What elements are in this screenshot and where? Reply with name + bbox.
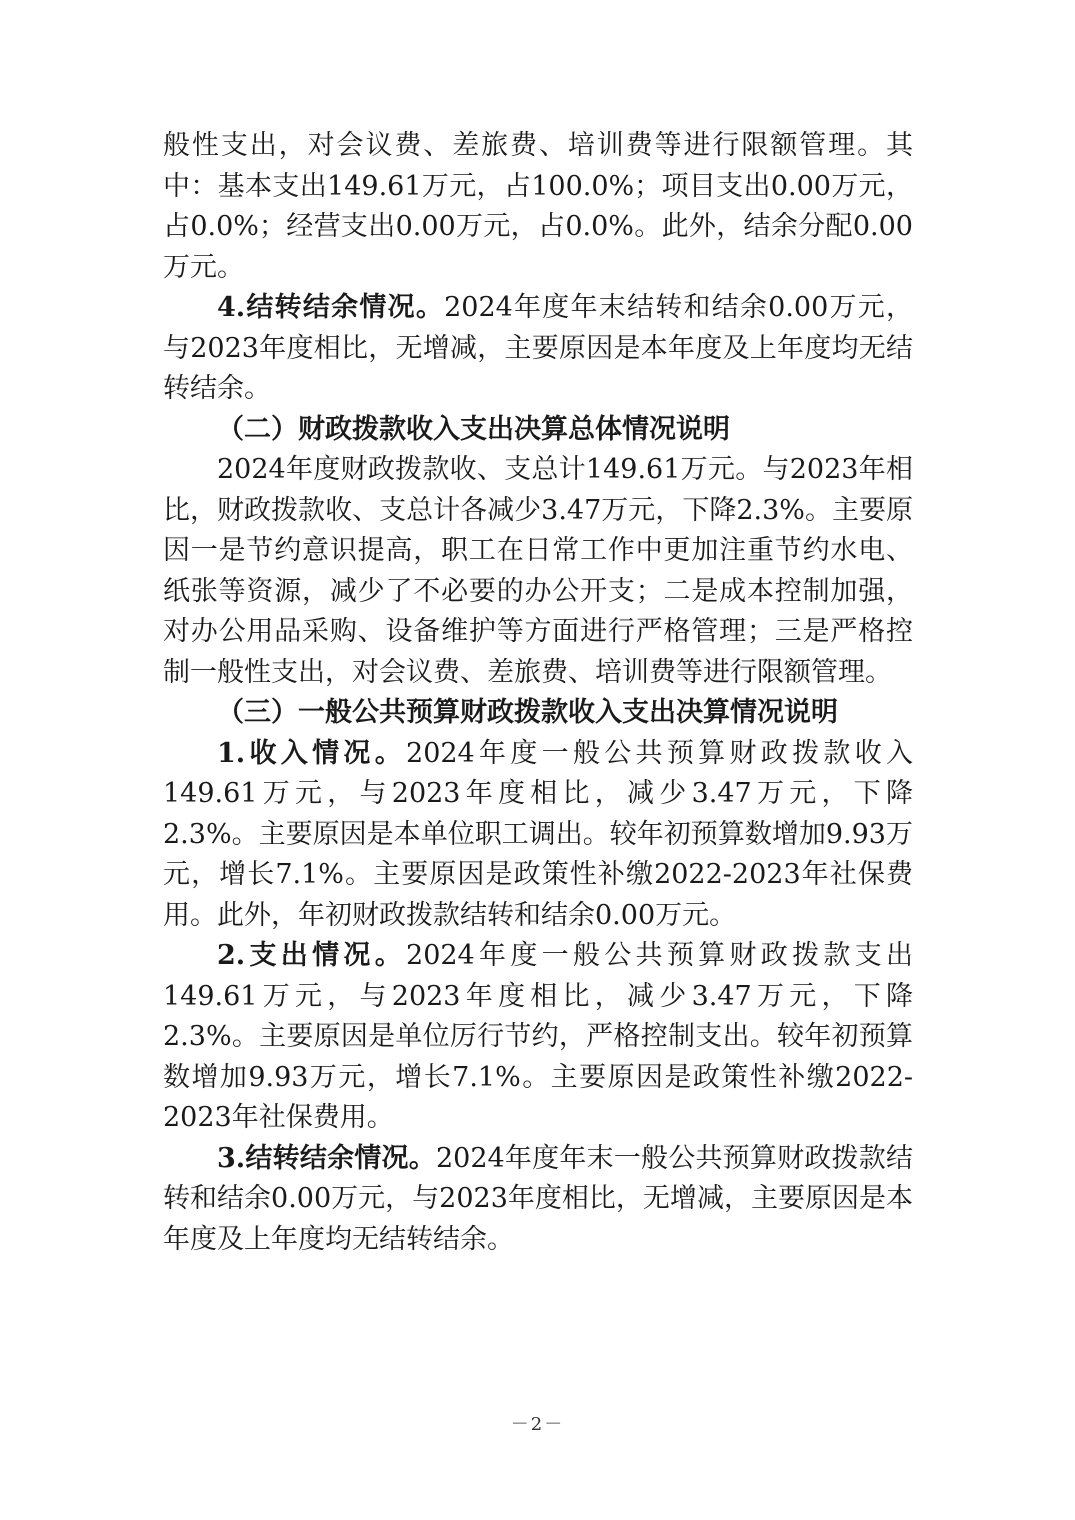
paragraph-text: 2024年度年末一般公共预算财政拨款结转和结余0.00万元，与2023年度相比，无增减，主要原因是本年度及上年度均无结转结余。 xyxy=(163,1142,914,1255)
paragraph-text: 2024年度一般公共预算财政拨款支出149.61万元，与2023年度相比，减少3.47万元，下降2.3%。主要原因是单位厉行节约，严格控制支出。较年初预算数增加9.93万元，增长7.1%。主要原因是政策性补缴2022-2023年社保费用。 xyxy=(163,940,913,1133)
paragraph-label: 4.结转结余情况。 xyxy=(217,292,445,323)
paragraph-text: 2024年度一般公共预算财政拨款收入149.61万元，与2023年度相比，减少3.47万元，下降2.3%。主要原因是本单位职工调出。较年初预算数增加9.93万元，增长7.1%。主要原因是政策性补缴2022-2023年社保费用。此外，年初财政拨款结转和结余0.00万元。 xyxy=(163,737,913,931)
paragraph-carryover-balance xyxy=(163,288,913,410)
document-body xyxy=(163,126,913,1260)
paragraph-label: 1.收入情况。 xyxy=(217,737,407,769)
paragraph-text: 2024年度年末结转和结余0.00万元，与2023年度相比，无增减，主要原因是本年度及上年度均无结转结余。 xyxy=(163,292,913,404)
paragraph-continuation: 般性支出，对会议费、差旅费、培训费等进行限额管理。其中：基本支出149.61万元，占100.0%；项目支出0.00万元，占0.0%；经营支出0.00万元，占0.0%。此外，结余分配0.00万元。 xyxy=(163,130,913,283)
section-heading-general-public-budget: （三）一般公共预算财政拨款收入支出决算情况说明 xyxy=(217,697,838,728)
page-number: －2－ xyxy=(510,1414,565,1435)
paragraph-fiscal-appropriation-summary: 2024年度财政拨款收、支总计149.61万元。与2023年相比，财政拨款收、支总计各减少3.47万元，下降2.3%。主要原因一是节约意识提高，职工在日常工作中更加注重节约水电、纸张等资源，减少了不必要的办公开支；二是成本控制加强，对办公用品采购、设备维护等方面进行严格管理；三是严格控制一般性支出，对会议费、差旅费、培训费等进行限额管理。 xyxy=(163,454,913,688)
section-heading-fiscal-appropriation: （二）财政拨款收入支出决算总体情况说明 xyxy=(217,413,730,445)
paragraph-label: 2.支出情况。 xyxy=(217,940,407,971)
paragraph-income xyxy=(163,734,913,937)
paragraph-expenditure xyxy=(163,936,913,1139)
paragraph-budget-carryover xyxy=(163,1139,913,1261)
paragraph-label: 3.结转结余情况。 xyxy=(217,1142,436,1174)
